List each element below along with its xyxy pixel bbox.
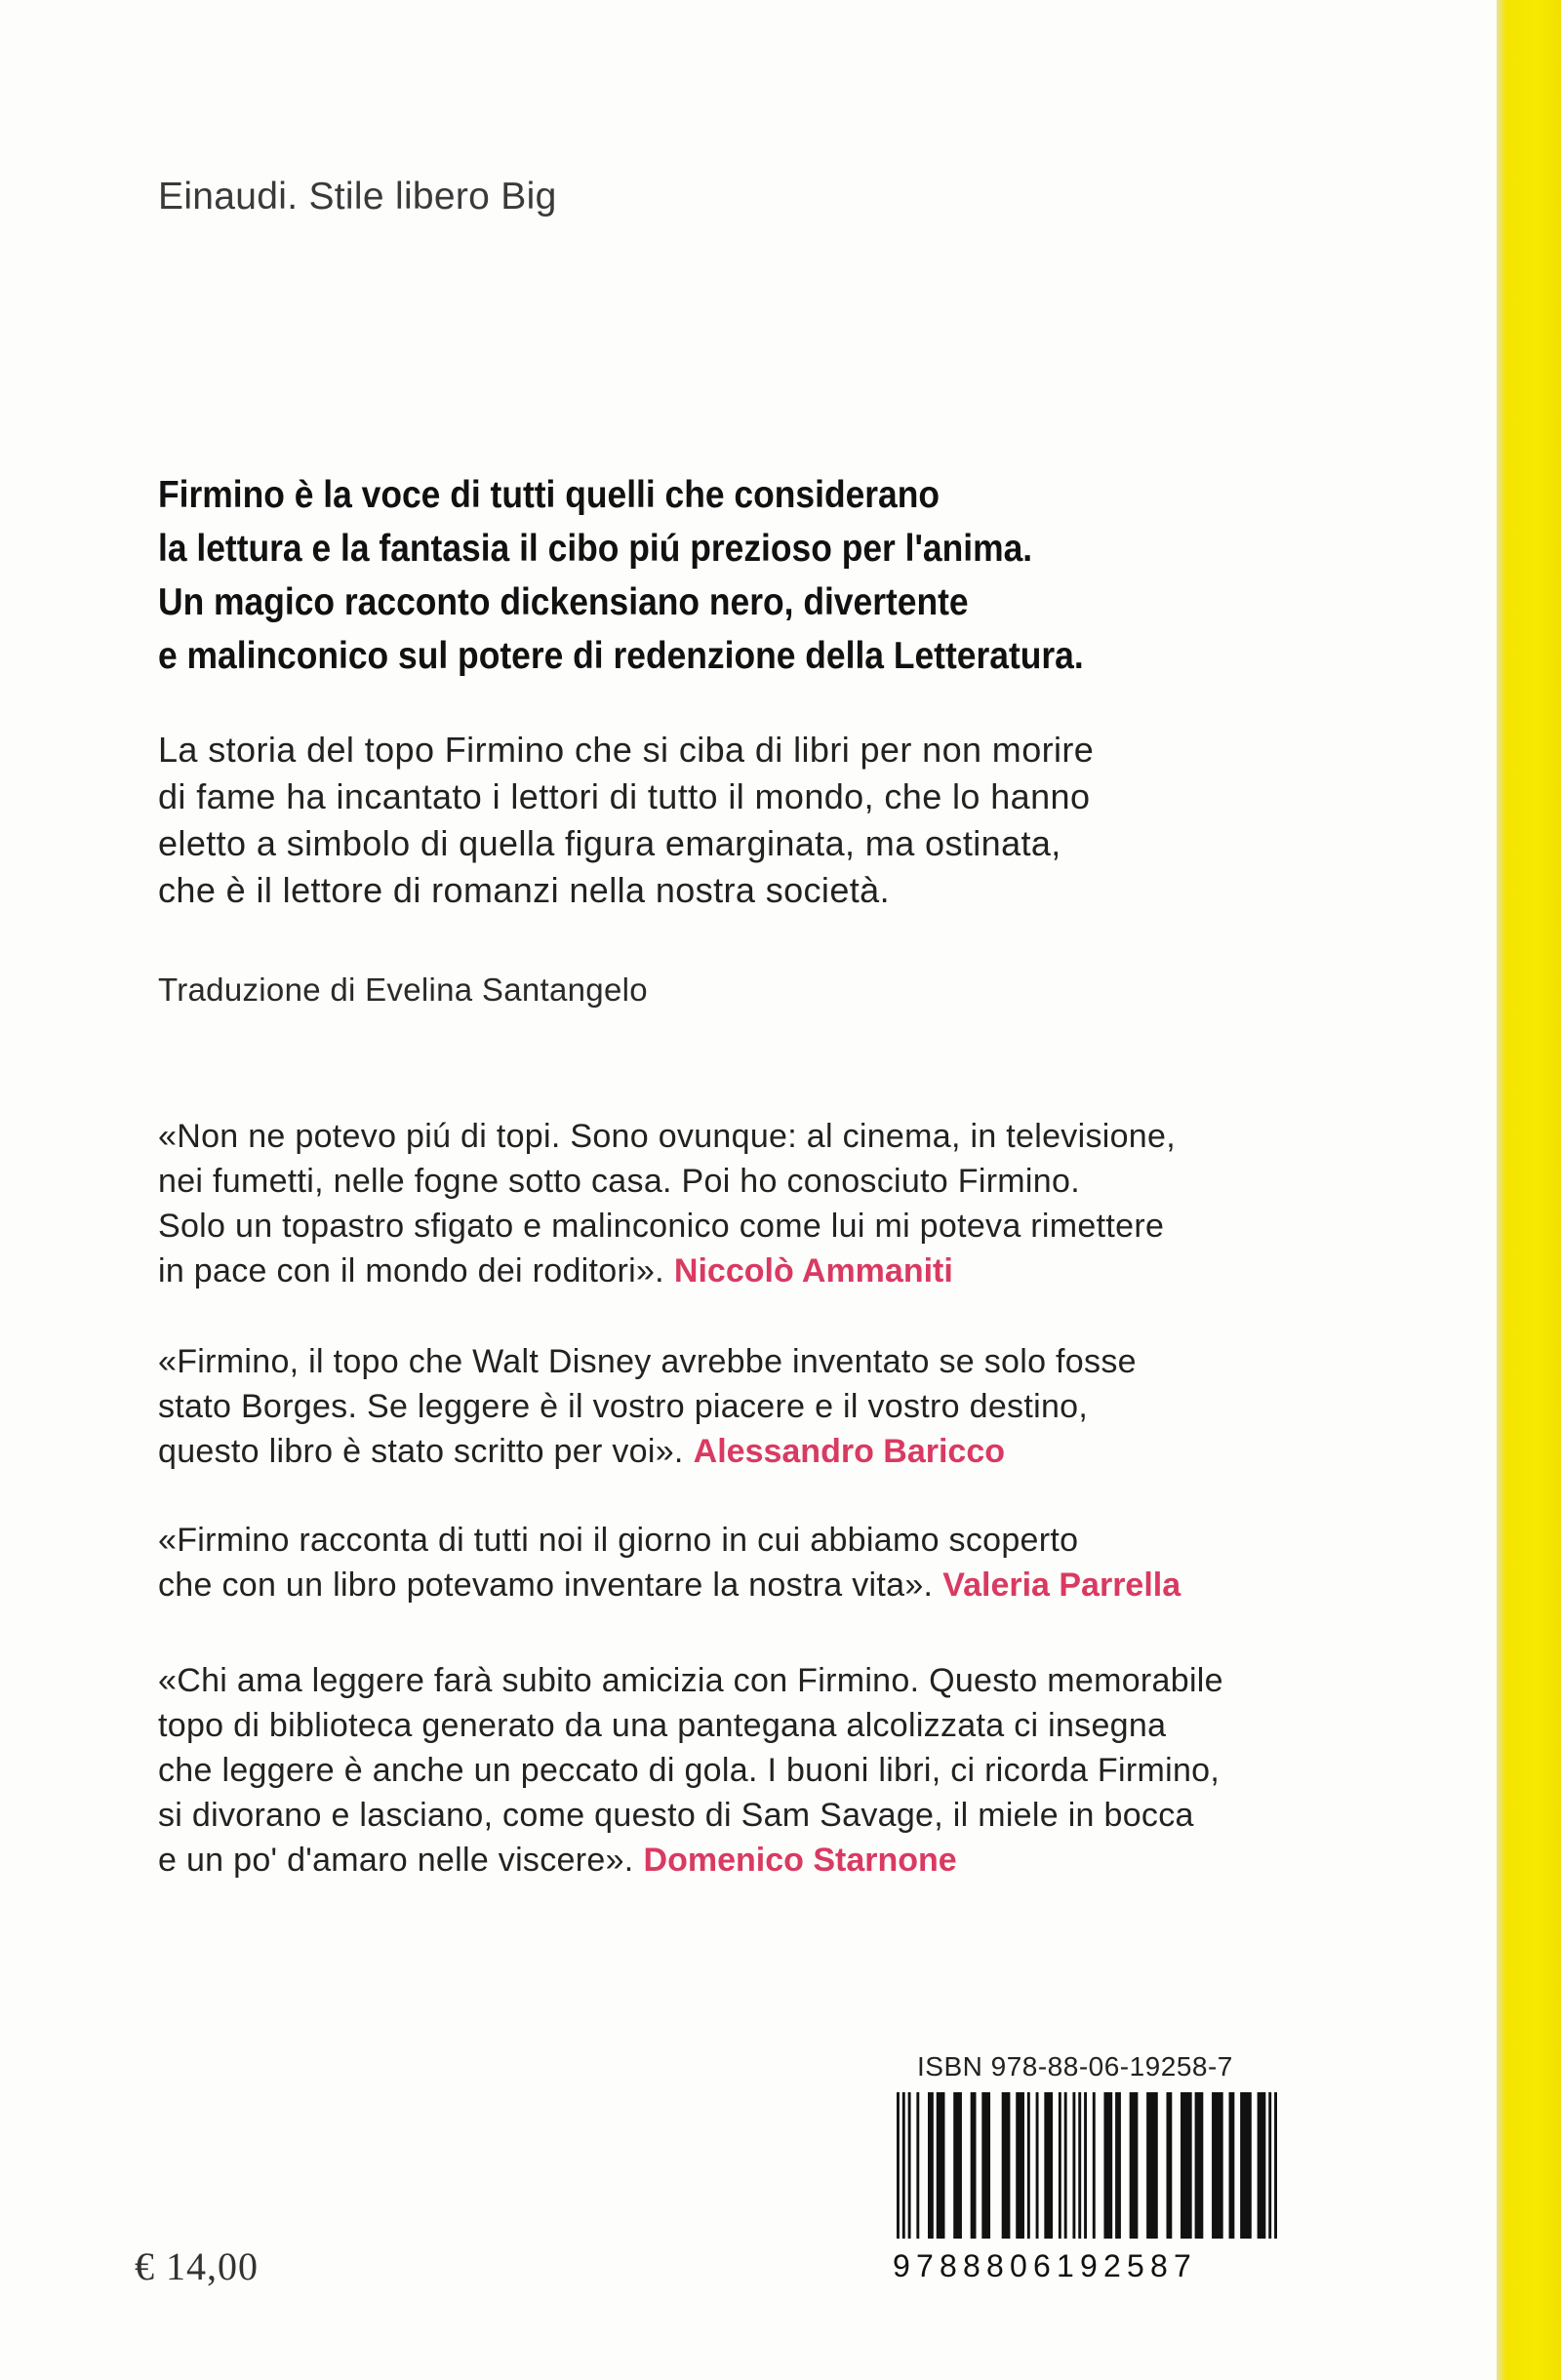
barcode-bar (1212, 2092, 1223, 2239)
quote-line: in pace con il mondo dei roditori». (158, 1252, 664, 1289)
quote-line: «Non ne potevo piú di topi. Sono ovunque: al cinema, in televisione, (158, 1118, 1176, 1155)
quote-line: nei fumetti, nelle fogne sotto casa. Poi ho conosciuto Firmino. (158, 1163, 1080, 1200)
quote-line: topo di biblioteca generato da una pantegana alcolizzata ci insegna (158, 1707, 1167, 1744)
quote-parrella (158, 1518, 1181, 1607)
barcode-bar (1044, 2092, 1053, 2239)
quote-line: e un po' d'amaro nelle viscere». (158, 1842, 634, 1879)
barcode-digits: 9788806192587 (893, 2248, 1197, 2283)
description-line: eletto a simbolo di quella figura emarginata, ma ostinata, (158, 823, 1061, 863)
barcode-bar (897, 2092, 900, 2239)
quote-author: Alessandro Baricco (693, 1433, 1006, 1470)
quote-line: si divorano e lasciano, come questo di Sam Savage, il miele in bocca (158, 1797, 1194, 1834)
quote-line: che con un libro potevamo inventare la nostra vita». (158, 1567, 934, 1604)
quote-line-last (158, 1563, 1181, 1607)
barcode-bar (1093, 2092, 1096, 2239)
quote-line: questo libro è stato scritto per voi». (158, 1433, 684, 1470)
barcode-bar (1240, 2092, 1252, 2239)
barcode-bars (893, 2092, 1283, 2258)
series-title: Einaudi. Stile libero Big (158, 176, 557, 218)
quote-author: Niccolò Ammaniti (673, 1252, 953, 1289)
quote-line: «Firmino, il topo che Walt Disney avrebbe inventato se solo fosse (158, 1343, 1137, 1380)
blurb-line: Un magico racconto dickensiano nero, divertente (158, 581, 969, 623)
barcode-bar (1002, 2092, 1011, 2239)
barcode-bar (1274, 2092, 1277, 2239)
quote-line: che leggere è anche un peccato di gola. I buoni libri, ci ricorda Firmino, (158, 1752, 1221, 1789)
quote-starnone (158, 1658, 1223, 1883)
price: € 14,00 (135, 2244, 259, 2288)
barcode-bar (1072, 2092, 1075, 2239)
description (158, 727, 1094, 914)
quote-author: Domenico Starnone (643, 1842, 957, 1879)
barcode-bar (1064, 2092, 1067, 2239)
barcode-bar (1103, 2092, 1112, 2239)
quote-line: «Firmino racconta di tutti noi il giorno in cui abbiamo scoperto (158, 1522, 1079, 1559)
barcode-bar (953, 2092, 962, 2239)
quote-line-last (158, 1838, 1223, 1883)
barcode-bar (1059, 2092, 1061, 2239)
barcode-bar (1195, 2092, 1204, 2239)
yellow-spine-edge (1497, 0, 1561, 2380)
barcode-bar (937, 2092, 945, 2239)
barcode-bar (1229, 2092, 1235, 2239)
quote-line: «Chi ama leggere farà subito amicizia con Firmino. Questo memorabile (158, 1662, 1223, 1699)
barcode-bar (908, 2092, 911, 2239)
barcode-bar (1027, 2092, 1030, 2239)
barcode-bar (928, 2092, 934, 2239)
blurb-line: la lettura e la fantasia il cibo piú prezioso per l'anima. (158, 528, 1033, 570)
translator-credit: Traduzione di Evelina Santangelo (158, 972, 648, 1008)
quote-line: stato Borges. Se leggere è il vostro piacere e il vostro destino, (158, 1388, 1089, 1425)
barcode-bar (1166, 2092, 1172, 2239)
quote-author: Valeria Parrella (942, 1567, 1181, 1604)
barcode-bar (1115, 2092, 1121, 2239)
barcode-bar (971, 2092, 977, 2239)
barcode-bar (1036, 2092, 1039, 2239)
description-line: di fame ha incantato i lettori di tutto il mondo, che lo hanno (158, 776, 1091, 816)
description-line: che è il lettore di romanzi nella nostra società. (158, 870, 890, 910)
quote-line-last (158, 1429, 1137, 1474)
barcode-bar (1258, 2092, 1266, 2239)
isbn-label: ISBN 978-88-06-19258-7 (917, 2051, 1233, 2082)
barcode-bar (1146, 2092, 1158, 2239)
barcode-bar (1016, 2092, 1024, 2239)
barcode-bar (1130, 2092, 1139, 2239)
barcode-bar (1078, 2092, 1081, 2239)
blurb (158, 468, 1235, 683)
barcode-bar (916, 2092, 919, 2239)
quote-baricco (158, 1339, 1137, 1474)
quote-line: Solo un topastro sfigato e malinconico come lui mi poteva rimettere (158, 1208, 1165, 1245)
barcode-bar (1268, 2092, 1271, 2239)
description-line: La storia del topo Firmino che si ciba di libri per non morire (158, 730, 1095, 770)
blurb-line: Firmino è la voce di tutti quelli che considerano (158, 474, 941, 516)
quote-ammaniti (158, 1114, 1176, 1293)
barcode-bar (981, 2092, 990, 2239)
barcode-bar (1181, 2092, 1192, 2239)
barcode-bar (1084, 2092, 1087, 2239)
barcode-bar (902, 2092, 905, 2239)
quote-line-last (158, 1249, 1176, 1293)
blurb-line: e malinconico sul potere di redenzione della Letteratura. (158, 635, 1084, 677)
barcode (893, 2092, 1283, 2287)
